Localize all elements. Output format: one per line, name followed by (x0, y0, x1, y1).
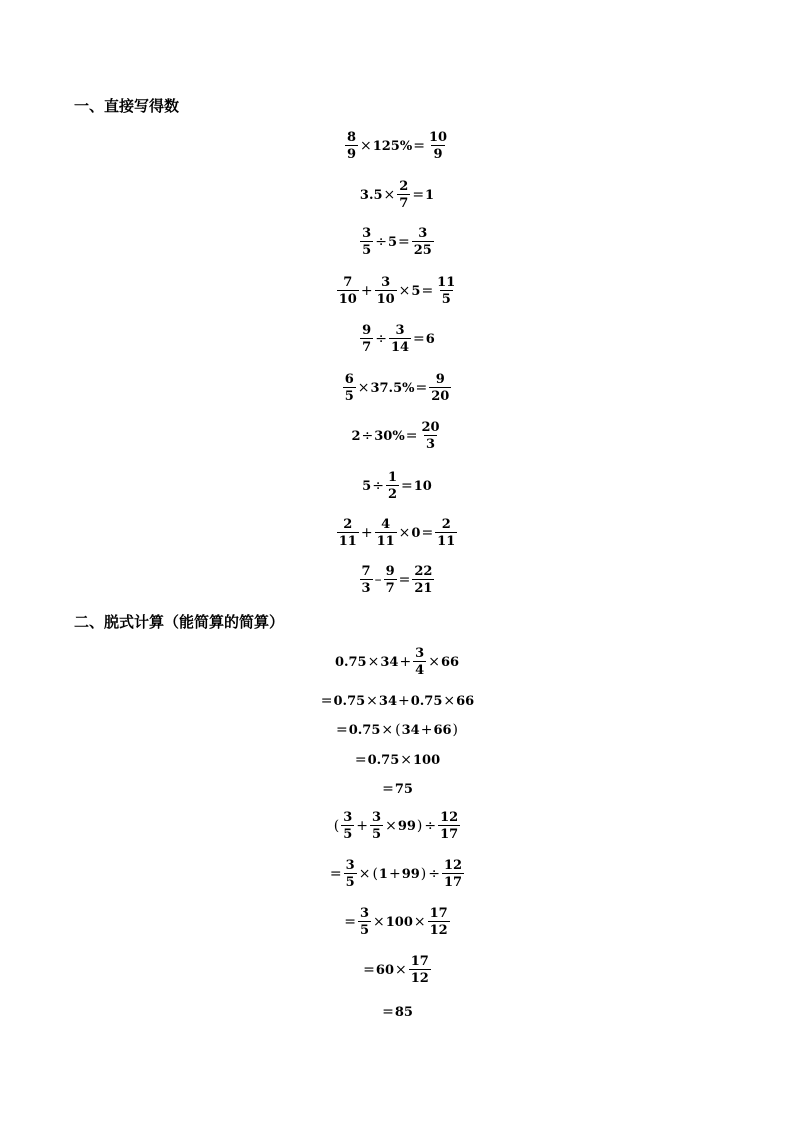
denominator: 5 (372, 827, 382, 842)
fraction (345, 131, 358, 161)
operator: = (415, 380, 428, 396)
operator: = (413, 138, 425, 154)
number: 5 (387, 234, 397, 250)
numerator: 10 (428, 130, 448, 145)
fraction (358, 907, 371, 937)
equation (0, 769, 794, 809)
denominator: 9 (433, 147, 443, 162)
operator: = (412, 187, 425, 203)
numerator: 2 (399, 179, 409, 194)
number: 34 (380, 654, 399, 670)
number: 5 (411, 283, 421, 299)
denominator: 11 (338, 534, 357, 549)
operator: = (398, 234, 410, 250)
numerator: 9 (435, 372, 445, 387)
fraction (429, 373, 451, 403)
denominator: 10 (376, 292, 395, 307)
denominator: 17 (443, 875, 463, 890)
number: 85 (394, 1004, 413, 1020)
operator: ÷ (372, 478, 384, 494)
number: 3.5 (359, 187, 383, 203)
numerator: 17 (410, 954, 429, 969)
numerator: 12 (440, 810, 459, 825)
operator: ÷ (428, 866, 440, 882)
section1-heading: 一、直接写得数 (74, 97, 180, 115)
number: 34 (401, 722, 420, 738)
number: 0 (411, 525, 421, 541)
number: 0.75 (367, 752, 400, 768)
operator: = (344, 914, 356, 930)
equation (0, 368, 794, 408)
operator: × (367, 654, 380, 670)
fraction (337, 276, 359, 306)
fraction (427, 131, 449, 161)
operator: = (336, 722, 348, 738)
operator: × (366, 693, 378, 709)
operator: × (357, 380, 370, 396)
fraction (397, 180, 410, 210)
denominator: 5 (343, 827, 353, 842)
operator: × (443, 693, 456, 709)
operator: + (398, 693, 410, 709)
fraction (375, 518, 397, 548)
numerator: 7 (343, 275, 353, 290)
numerator: 3 (372, 810, 382, 825)
fraction (360, 565, 373, 595)
fraction (412, 565, 434, 595)
numerator: 20 (421, 420, 440, 435)
operator: × (381, 722, 394, 738)
number: 1 (378, 866, 388, 882)
operator: = (320, 693, 333, 709)
operator: ÷ (361, 428, 374, 444)
operator: = (398, 572, 411, 588)
numerator: 3 (362, 226, 372, 241)
number: 37.5% (370, 380, 415, 396)
equation (0, 271, 794, 311)
number: 5 (362, 478, 372, 494)
operator: = (405, 428, 418, 444)
denominator: 7 (362, 340, 372, 355)
number: 30% (374, 428, 405, 444)
numerator: 3 (359, 906, 370, 921)
fraction (428, 907, 450, 937)
equation (0, 175, 794, 215)
operator: × (413, 914, 426, 930)
operator: = (363, 962, 375, 978)
numerator: 12 (443, 858, 463, 873)
operator: + (360, 283, 373, 299)
number: 100 (413, 752, 441, 768)
number: 1 (425, 187, 435, 203)
number: 66 (440, 654, 460, 670)
fraction (370, 811, 383, 841)
fraction (360, 227, 373, 257)
operator: × (398, 525, 411, 541)
equation (0, 319, 794, 359)
fraction (337, 518, 359, 548)
denominator: 5 (362, 243, 372, 258)
numerator: 3 (381, 275, 391, 290)
equation (0, 902, 794, 942)
denominator: 21 (414, 581, 433, 596)
operator: × (373, 914, 385, 930)
operator: = (329, 866, 342, 882)
fraction (389, 324, 411, 354)
fraction (413, 647, 426, 677)
equation (0, 416, 794, 456)
operator: = (421, 283, 434, 299)
operator: + (388, 866, 401, 882)
operator: = (401, 478, 413, 494)
equation (0, 950, 794, 990)
operator: + (420, 722, 433, 738)
operator: × (398, 283, 411, 299)
fraction (344, 859, 357, 889)
operator: ) (452, 722, 458, 738)
equation (0, 806, 794, 846)
fraction (360, 324, 373, 354)
operator: ÷ (375, 331, 387, 347)
denominator: 7 (399, 196, 409, 211)
denominator: 11 (376, 534, 395, 549)
equation (0, 466, 794, 506)
operator: – (374, 572, 382, 588)
denominator: 20 (431, 389, 450, 404)
operator: × (359, 138, 372, 154)
operator: × (395, 962, 407, 978)
operator: × (385, 818, 397, 834)
number: 99 (401, 866, 420, 882)
fraction (435, 518, 457, 548)
numerator: 6 (344, 372, 354, 387)
fraction (419, 421, 441, 451)
fraction (343, 373, 356, 403)
operator: ) (420, 866, 427, 882)
denominator: 2 (387, 487, 397, 502)
operator: ) (416, 818, 423, 834)
numerator: 1 (387, 470, 397, 485)
numerator: 2 (441, 517, 451, 532)
denominator: 17 (440, 827, 459, 842)
operator: = (382, 781, 394, 797)
equation (0, 642, 794, 682)
number: 0.75 (334, 654, 367, 670)
denominator: 5 (359, 923, 370, 938)
number: 0.75 (410, 693, 443, 709)
operator: ( (333, 818, 340, 834)
denominator: 3 (361, 581, 371, 596)
denominator: 12 (429, 923, 448, 938)
fraction (409, 955, 431, 985)
operator: = (382, 1004, 394, 1020)
denominator: 14 (390, 340, 410, 355)
number: 0.75 (333, 693, 366, 709)
equation (0, 560, 794, 600)
denominator: 4 (415, 663, 425, 678)
numerator: 3 (395, 323, 405, 338)
operator: ÷ (424, 818, 437, 834)
fraction (438, 811, 460, 841)
section2-heading: 二、脱式计算（能简算的简算） (74, 613, 285, 631)
denominator: 10 (338, 292, 357, 307)
numerator: 9 (385, 564, 395, 579)
number: 99 (397, 818, 416, 834)
operator: ÷ (375, 234, 387, 250)
operator: × (428, 654, 440, 670)
numerator: 8 (346, 130, 356, 145)
numerator: 17 (429, 906, 448, 921)
fraction (435, 276, 457, 306)
number: 66 (433, 722, 452, 738)
equation (0, 222, 794, 262)
numerator: 3 (415, 646, 425, 661)
operator: = (421, 525, 434, 541)
number: 10 (413, 478, 432, 494)
numerator: 4 (381, 517, 391, 532)
numerator: 11 (437, 275, 456, 290)
numerator: 3 (345, 858, 355, 873)
denominator: 5 (344, 389, 354, 404)
number: 34 (378, 693, 397, 709)
fraction (442, 859, 464, 889)
denominator: 9 (346, 147, 356, 162)
numerator: 2 (343, 517, 353, 532)
operator: + (360, 525, 373, 541)
equation (0, 126, 794, 166)
operator: = (354, 752, 367, 768)
number: 2 (351, 428, 361, 444)
fraction (341, 811, 354, 841)
number: 100 (385, 914, 413, 930)
denominator: 5 (441, 292, 451, 307)
denominator: 7 (385, 581, 395, 596)
number: 0.75 (348, 722, 381, 738)
numerator: 7 (361, 564, 371, 579)
denominator: 25 (413, 243, 432, 258)
numerator: 9 (362, 323, 372, 338)
number: 60 (375, 962, 394, 978)
operator: + (399, 654, 412, 670)
numerator: 3 (418, 226, 428, 241)
number: 125% (372, 138, 413, 154)
operator: + (356, 818, 369, 834)
equation (0, 854, 794, 894)
equation (0, 992, 794, 1032)
operator: ( (372, 866, 378, 882)
operator: × (400, 752, 412, 768)
number: 75 (394, 781, 413, 797)
operator: × (383, 187, 396, 203)
operator: = (413, 331, 425, 347)
number: 66 (456, 693, 475, 709)
denominator: 12 (410, 971, 429, 986)
fraction (412, 227, 434, 257)
denominator: 5 (345, 875, 355, 890)
fraction (375, 276, 397, 306)
numerator: 22 (414, 564, 433, 579)
number: 6 (425, 331, 435, 347)
fraction (386, 471, 399, 501)
fraction (384, 565, 397, 595)
operator: × (358, 866, 371, 882)
denominator: 11 (437, 534, 456, 549)
denominator: 3 (425, 437, 435, 452)
equation (0, 513, 794, 553)
numerator: 3 (343, 810, 353, 825)
operator: ( (395, 722, 401, 738)
